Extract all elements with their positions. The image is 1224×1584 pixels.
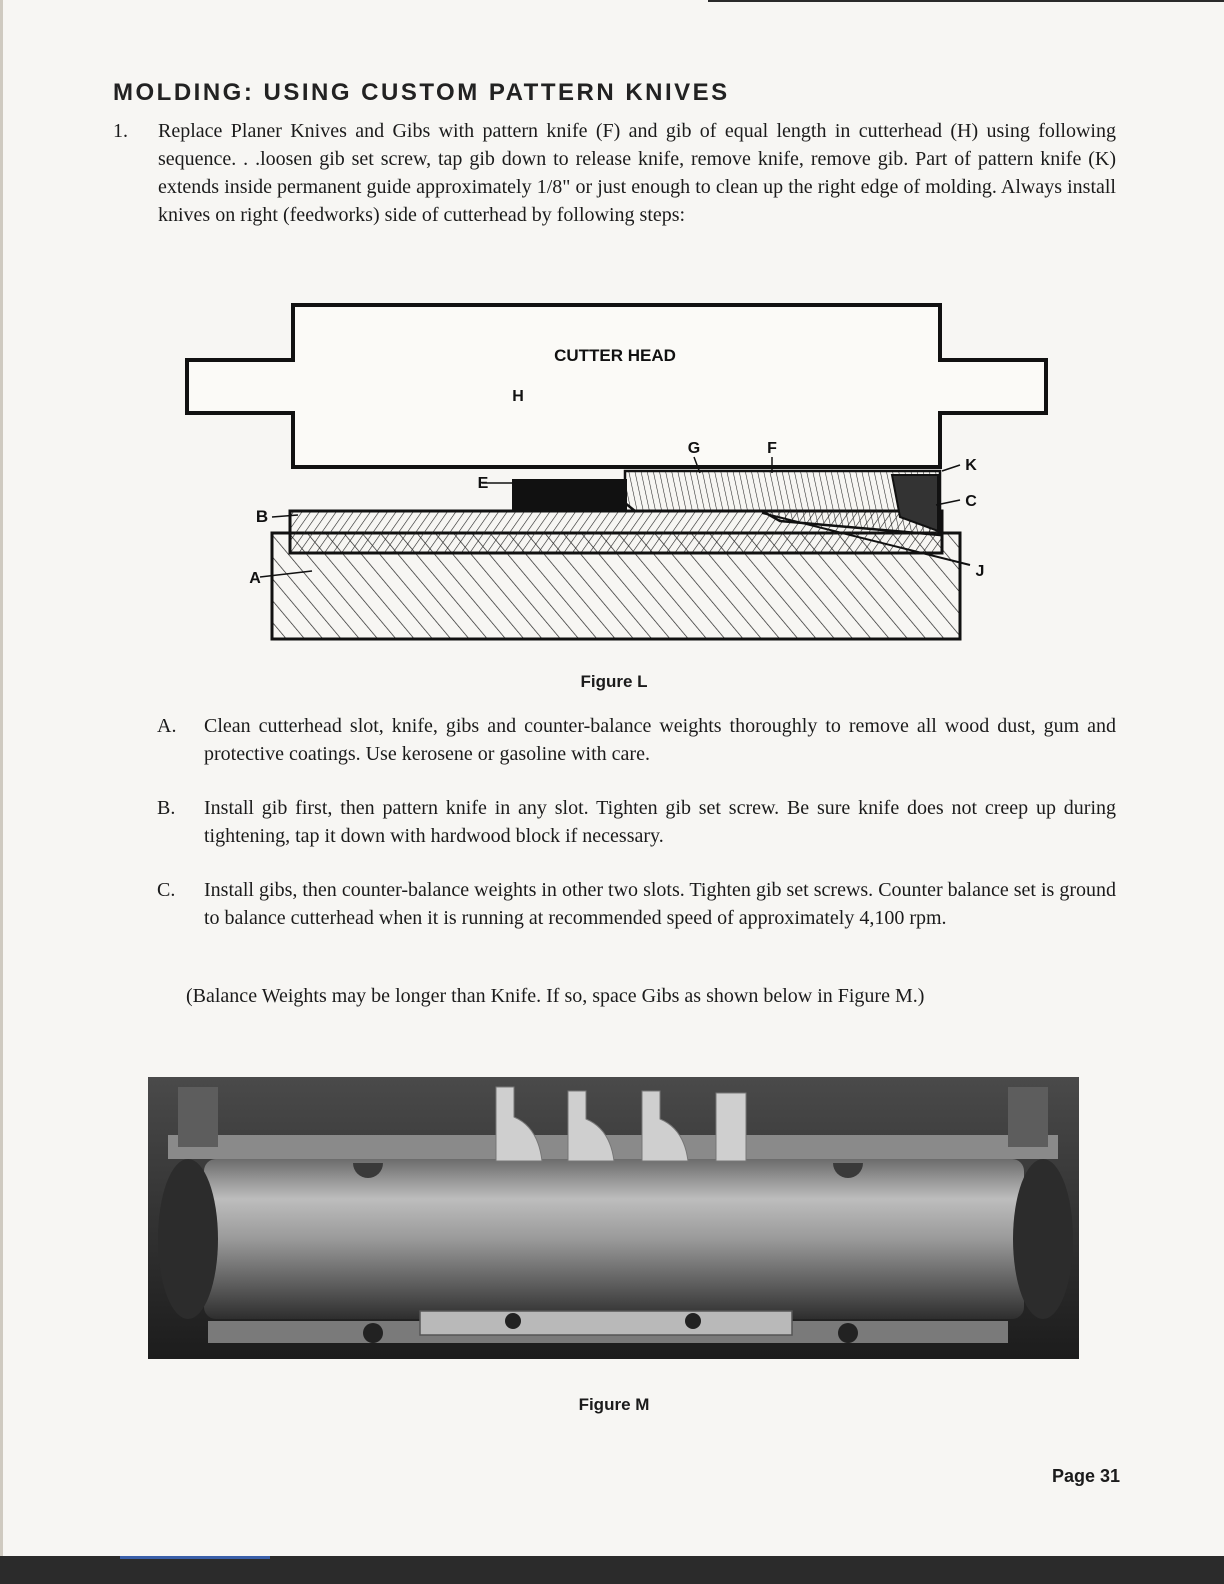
step-1-number: 1.: [113, 120, 128, 142]
figure-l-title: CUTTER HEAD: [554, 346, 676, 365]
label-j: J: [975, 563, 985, 580]
label-g: G: [687, 440, 701, 457]
label-f: F: [767, 440, 777, 457]
substep-b-text: Install gib first, then pattern knife in any slot. Tighten gib set screw. Be sure knife does not creep up during tightening, tap it down with hardwood block if necessary.: [204, 797, 1116, 847]
label-b: B: [255, 507, 269, 526]
substep-c-letter: C.: [157, 879, 176, 901]
step-1-text: Replace Planer Knives and Gibs with pattern knife (F) and gib of equal length in cutterhead (H) using following sequence. . .loosen gib set screw, tap gib down to release knife, remove knife, remove gib. Part of pattern knife (K) extends inside permanent guide approximately 1/8" or just enough to clean up the right edge of molding. Always install knives on right (feedworks) side of cutterhead by following steps:: [158, 120, 1116, 226]
figure-m-caption: Figure M: [578, 1395, 650, 1414]
page-bottom-edge: [0, 1556, 1224, 1584]
substep-a-text: Clean cutterhead slot, knife, gibs and counter-balance weights thoroughly to remove all wood dust, gum and protective coatings. Use kerosene or gasoline with care.: [204, 715, 1116, 765]
label-k: K: [965, 457, 977, 474]
gib-e-block: [512, 479, 627, 511]
page-heading: MOLDING: USING CUSTOM PATTERN KNIVES: [113, 79, 730, 106]
label-c: C: [965, 493, 977, 510]
cutterhead-outline: [187, 305, 1046, 467]
gib-bar: [420, 1311, 792, 1335]
figure-m-photo: [148, 1077, 1079, 1359]
substep-c-text: Install gibs, then counter-balance weights in other two slots. Tighten gib set screws. Counter balance set is ground to balance cutterhead when it is running at recommended speed of approximately 4,100 rpm.: [204, 879, 1116, 929]
label-e: E: [477, 475, 489, 492]
label-a: A: [249, 570, 261, 587]
balance-weights-note: (Balance Weights may be longer than Knife. If so, space Gibs as shown below in Figure M.): [186, 985, 925, 1007]
top-edge-rule: [708, 0, 1224, 2]
substep-a-letter: A.: [157, 715, 177, 737]
figure-l-diagram: [180, 295, 1060, 655]
figure-l-caption: Figure L: [580, 672, 648, 691]
cutterhead-cylinder: [204, 1159, 1024, 1319]
leader-k: [942, 465, 960, 471]
page-number: Page 31: [1052, 1466, 1121, 1486]
label-h: H: [512, 388, 524, 405]
page-bottom-edge-accent: [120, 1556, 270, 1559]
substep-b-letter: B.: [157, 797, 176, 819]
page-left-edge: [0, 0, 3, 1584]
